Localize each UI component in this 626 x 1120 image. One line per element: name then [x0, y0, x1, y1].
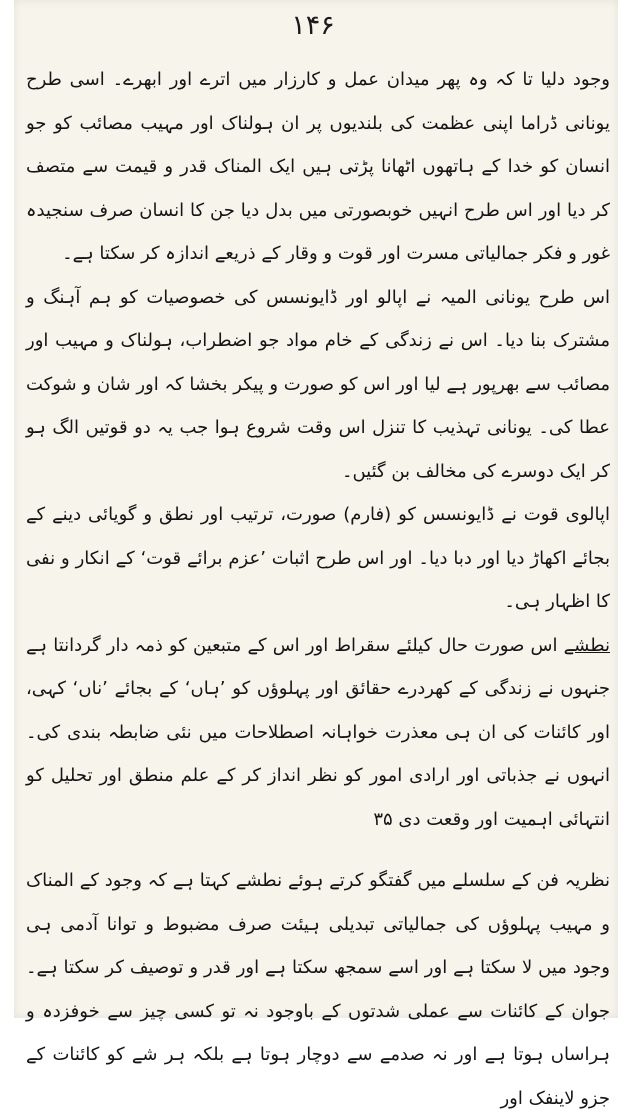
paragraph-1: وجود دلیا تا کہ وہ پھر میدان عمل و کارزار میں اترے اور ابھرے۔ اسی طرح یونانی ڈراما اپنی عظمت کی بلندیوں پر ان ہولناک اور مہیب مصائب کو جو انسان کو خدا کے ہاتھوں اٹھانا پڑتی ہیں ایک المناک قدر و قیمت سے متصف کر دیا اور اس طرح انہیں خوبصورتی میں بدل دیا جن کا انسان صرف سنجیدہ غور و فکر جمالیاتی مسرت اور قوت و وقار کے ذریعے اندازہ کر سکتا ہے۔ [26, 69, 610, 264]
paragraph-3: اپالوی قوت نے ڈایونسس کو (فارم) صورت، ترتیب اور نطق و گویائی دینے کے بجائے اکھاڑ دیا اور دبا دیا۔ اور اس طرح اثبات ’عزم برائے قوت‘ کے انکار و نفی کا اظہار ہی۔ [26, 504, 610, 612]
urdu-text-body [26, 58, 610, 1120]
paragraph-5: نظریہ فن کے سلسلے میں گفتگو کرتے ہوئے نطشے کہتا ہے کہ وجود کے المناک و مہیب پہلوؤں کی جمالیاتی تبدیلی ہیئت صرف مضبوط و توانا آدمی ہی وجود میں لا سکتا ہے اور اسے سمجھ سکتا ہے اور قدر و توصیف کر سکتا ہے۔ جوان کے کائنات سے عملی شدتوں کے باوجود نہ تو کسی چیز سے خوفزدہ و ہراساں ہوتا ہے اور نہ صدمے سے دوچار ہوتا ہے بلکہ ہر شے کو کائنات کے جزو لاینفک اور [26, 870, 610, 1109]
paragraph-2: اس طرح یونانی المیہ نے اپالو اور ڈایونسس کی خصوصیات کو ہم آہنگ و مشترک بنا دیا۔ اس نے زندگی کے خام مواد جو اضطراب، ہولناک و مہیب اور مصائب سے بھرپور ہے لیا اور اس کو صورت و پیکر بخشا کہ اور شان و شوکت عطا کی۔ یونانی تہذیب کا تنزل اس وقت شروع ہوا جب یہ دو قوتیں الگ ہو کر ایک دوسرے کی مخالف بن گئیں۔ [26, 286, 610, 482]
paragraph-4-lead: نطشے [563, 634, 610, 656]
paragraph-4-body: اس صورت حال کیلئے سقراط اور اس کے متبعین کو ذمہ دار گردانتا ہے جنہوں نے زندگی کے کھردرے حقائق اور پہلوؤں کو ’ہاں‘ کے بجائے ’ناں‘ کہی، اور کائنات کی ان ہی معذرت خواہانہ اصطلاحات میں نئی ضابطہ بندی کی۔ انہوں نے جذباتی اور ارادی امور کو نظر انداز کر کے علم منطق اور تحلیل کو انتہائی اہمیت اور وقعت دی ۳۵ [26, 634, 610, 830]
paragraph-4 [26, 624, 610, 842]
page-number: ۱۴۶ [291, 10, 335, 41]
